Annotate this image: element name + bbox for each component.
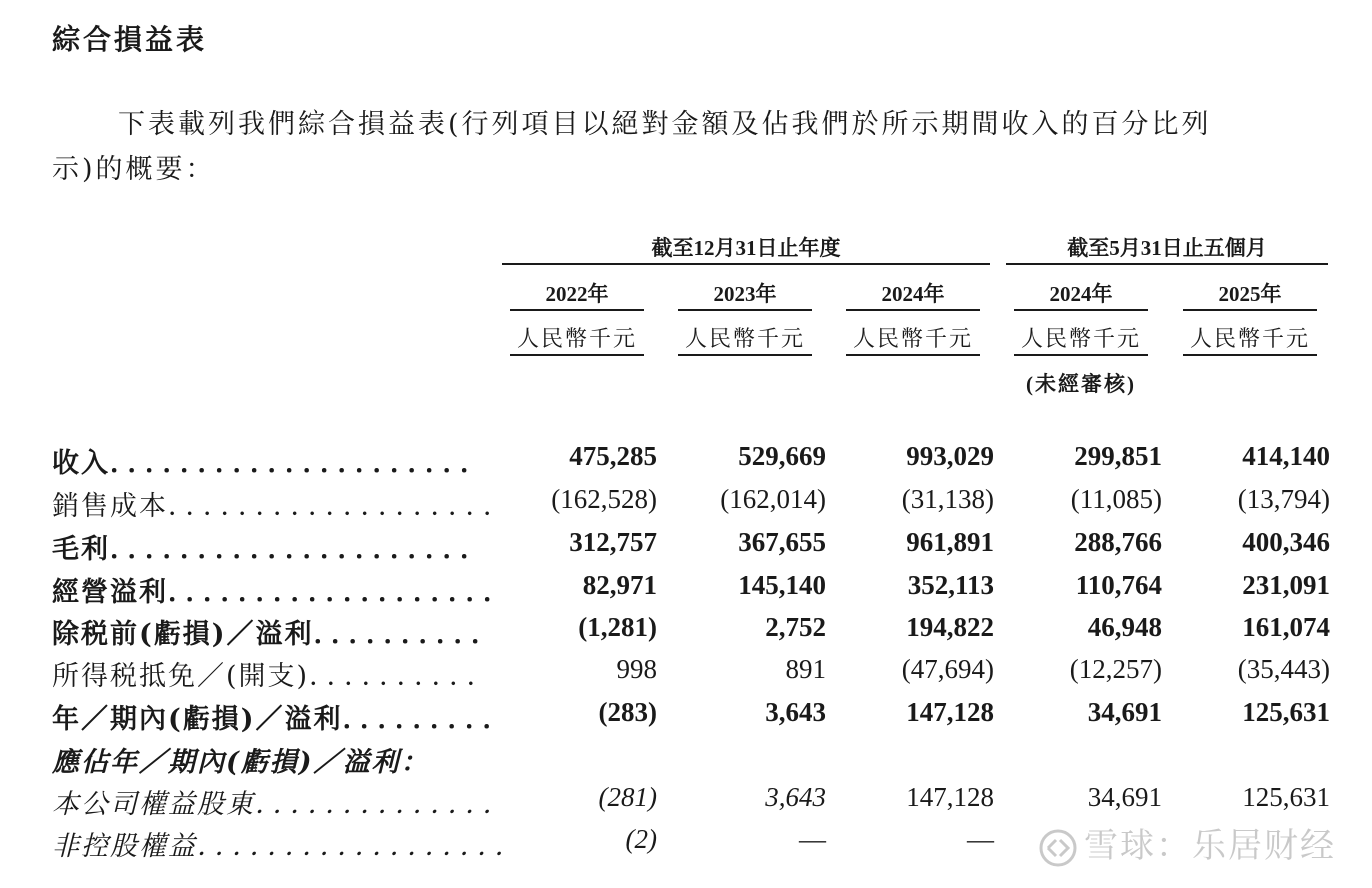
row-label-text: 經營溢利 [52, 577, 168, 608]
section-title: 綜合損益表 [52, 23, 208, 56]
leader-dots: ．．．．．．．．．．．．．．．．．．．．． [110, 448, 491, 479]
row-value: (12,257) [1069, 654, 1162, 684]
row-value: 161,074 [1242, 612, 1330, 642]
row-value: 46,948 [1087, 612, 1162, 642]
row-value: (31,138) [901, 484, 994, 514]
header-unit: 人民幣千元 [516, 326, 637, 351]
row-value: (162,014) [720, 484, 826, 514]
row-label-text: 應佔年／期內(虧損)／溢利： [52, 747, 430, 778]
row-label [52, 782, 514, 821]
leader-dots: ．．．．．．．．．．．．．．．．．．． [168, 577, 514, 608]
intro-line-1: 下表載列我們綜合損益表(行列項目以絕對金額及佔我們於所示期間收入的百分比列 [118, 109, 1212, 140]
row-value: (281) [598, 782, 657, 812]
header-unit: 人民幣千元 [1189, 326, 1310, 351]
row-value: 299,851 [1074, 441, 1162, 471]
watermark [1038, 818, 1336, 868]
row-value: 82,971 [582, 570, 657, 600]
row-value: 352,113 [907, 570, 994, 600]
header-year-rule [846, 309, 980, 311]
header-unit-rule [1183, 354, 1317, 356]
row-label-text: 除税前(虧損)／溢利 [52, 619, 314, 650]
row-value: 110,764 [1075, 570, 1162, 600]
row-value: (1,281) [578, 612, 657, 642]
row-value: 891 [785, 654, 826, 684]
row-label [52, 824, 526, 863]
row-value: 125,631 [1242, 782, 1330, 812]
row-label [52, 570, 514, 609]
row-label-text: 年／期內(虧損)／溢利 [52, 704, 343, 735]
row-value: 145,140 [738, 570, 826, 600]
header-year-rule [678, 309, 812, 311]
header-year: 2023年 [713, 282, 777, 306]
watermark-text: 雪球：乐居财经 [1084, 826, 1336, 866]
header-unit-rule [1014, 354, 1148, 356]
row-value: 194,822 [906, 612, 994, 642]
row-value: 147,128 [906, 697, 994, 727]
row-value: (2) [625, 824, 657, 854]
row-value: (162,528) [551, 484, 657, 514]
row-value: 414,140 [1242, 441, 1330, 471]
row-value: 231,091 [1242, 570, 1330, 600]
row-label [52, 612, 502, 651]
header-group-period: 截至5月31日止五個月 [1067, 236, 1267, 260]
header-year: 2024年 [1049, 282, 1113, 306]
row-value: — [967, 824, 994, 854]
row-value: 125,631 [1242, 697, 1330, 727]
header-year: 2024年 [881, 282, 945, 306]
row-value: 2,752 [765, 612, 826, 642]
leader-dots: ．．．．．．．．．． [313, 619, 503, 650]
row-label-text: 毛利 [52, 534, 110, 565]
header-unit: 人民幣千元 [1020, 326, 1141, 351]
row-value: 529,669 [738, 441, 826, 471]
row-value: (35,443) [1237, 654, 1330, 684]
header-group-year-rule [502, 263, 990, 265]
row-label [52, 697, 514, 736]
row-value: (11,085) [1070, 484, 1162, 514]
header-unaudited: (未經審核) [1026, 372, 1136, 396]
header-unit-rule [846, 354, 980, 356]
header-year-rule [1014, 309, 1148, 311]
leader-dots: ．．．．．．．．． [342, 704, 514, 735]
row-label-text: 非控股權益 [52, 831, 197, 862]
row-value: 288,766 [1074, 527, 1162, 557]
row-value: 147,128 [906, 782, 994, 812]
header-year: 2025年 [1218, 282, 1282, 306]
row-value: 312,757 [569, 527, 657, 557]
row-value: 993,029 [906, 441, 994, 471]
row-label-text: 收入 [52, 448, 110, 479]
leader-dots: ．．．．．．．．．． [309, 661, 498, 692]
header-year-rule [510, 309, 644, 311]
header-year-rule [1183, 309, 1317, 311]
row-label [52, 740, 430, 779]
row-label-text: 所得税抵免／(開支) [52, 661, 310, 692]
row-value: 400,346 [1242, 527, 1330, 557]
leader-dots: ．．．．．．．．．．．．．．．．．．．．． [110, 534, 491, 565]
header-unit: 人民幣千元 [852, 326, 973, 351]
xueqiu-logo-icon [1038, 828, 1078, 868]
row-value: 367,655 [738, 527, 826, 557]
intro-line-2: 示)的概要： [52, 154, 216, 185]
row-label-text: 本公司權益股東 [52, 789, 255, 820]
header-unit: 人民幣千元 [684, 326, 805, 351]
row-value: 3,643 [765, 782, 826, 812]
row-label [52, 441, 491, 480]
row-value: 998 [616, 654, 657, 684]
row-label-text: 銷售成本 [52, 491, 168, 522]
header-group-year: 截至12月31日止年度 [651, 236, 841, 260]
header-unit-rule [510, 354, 644, 356]
row-label [52, 527, 491, 566]
leader-dots: ．．．．．．．．．．．．．．．．．． [197, 831, 526, 862]
header-group-period-rule [1006, 263, 1328, 265]
row-label [52, 484, 514, 523]
row-value: 475,285 [569, 441, 657, 471]
row-value: (13,794) [1237, 484, 1330, 514]
header-year: 2022年 [545, 282, 609, 306]
row-value: (283) [598, 697, 657, 727]
row-value: 3,643 [765, 697, 826, 727]
leader-dots: ．．．．．．．．．．．．．． [255, 789, 514, 820]
row-label [52, 654, 498, 693]
row-value: (47,694) [901, 654, 994, 684]
row-value: — [799, 824, 826, 854]
leader-dots: ．．．．．．．．．．．．．．．．．．． [168, 491, 514, 522]
row-value: 961,891 [906, 527, 994, 557]
row-value: 34,691 [1087, 697, 1162, 727]
row-value: 34,691 [1087, 782, 1162, 812]
header-unit-rule [678, 354, 812, 356]
